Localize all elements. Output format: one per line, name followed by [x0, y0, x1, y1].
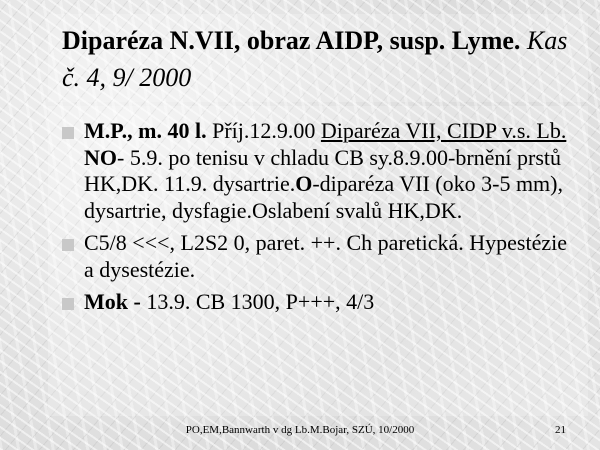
admission-text: Příj.12.9.00: [206, 118, 321, 143]
page-number: 21: [555, 424, 566, 436]
bullet-list: [58, 118, 578, 322]
patient-label: M.P., m. 40 l.: [84, 118, 207, 143]
square-bullet-icon: [62, 298, 74, 310]
history-label: NO: [84, 144, 117, 170]
square-bullet-icon: [62, 239, 74, 251]
history-text: - 5.9. po tenisu v chladu CB sy.8.9.00-brnění prstů HK,DK. 11.9. dysartrie.: [84, 144, 562, 196]
exam-text: -diparéza VII (oko 3-5 mm), dysartrie, dysfagie.Oslabení svalů HK,DK.: [84, 171, 563, 223]
findings-text: C5/8 <<<, L2S2 0, paret. ++. Ch paretická. Hypestézie a dysestézie.: [84, 230, 567, 282]
bullet-item-patient: [58, 118, 578, 224]
title-subtitle: Kas č. 4, 9/ 2000: [62, 26, 568, 92]
title-text: Diparéza N.VII, obraz AIDP, susp. Lyme.: [62, 26, 521, 55]
exam-label: O: [295, 171, 313, 196]
square-bullet-icon: [62, 127, 74, 139]
csf-text: 13.9. CB 1300, P+++, 4/3: [140, 289, 375, 314]
slide-title: [62, 22, 582, 96]
slide-footer: PO,EM,Bannwarth v dg Lb.M.Bojar, SZÚ, 10/2000: [185, 424, 415, 436]
bullet-item-csf: [58, 289, 578, 316]
diagnosis-underlined: Diparéza VII, CIDP v.s. Lb.: [320, 118, 567, 143]
bullet-item-findings: [58, 230, 578, 283]
csf-label: Mok -: [84, 289, 141, 314]
